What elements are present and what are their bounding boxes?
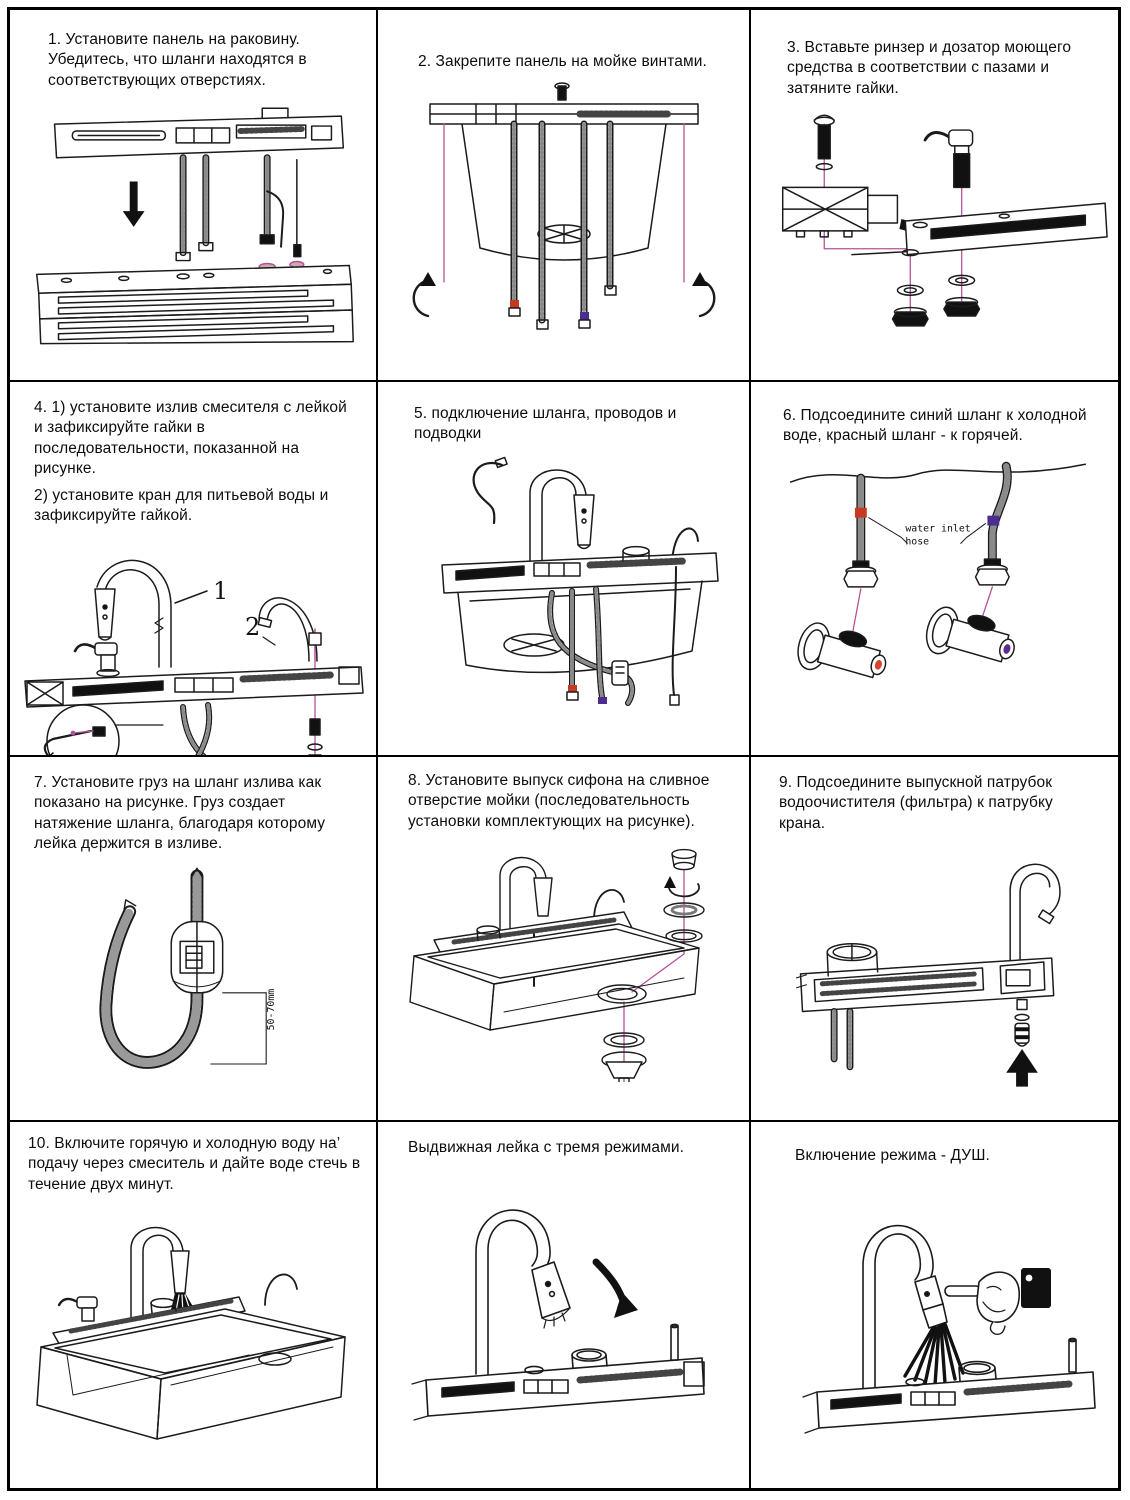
drink-tap-callout-label: 2 [245,612,261,641]
step-2-caption: 2. Закрепите панель на мойке винтами. [418,53,707,70]
step-4-panel [10,382,378,757]
step8-figure [384,836,744,1082]
step4-figure [13,533,373,757]
step-8-caption: 8. Установите выпуск сифона на сливное отверстие мойки (последовательность установки комплектующих на рисунке). [408,772,710,830]
step-1-panel [10,10,378,382]
step5-figure [384,449,744,711]
step-4-caption-part1: 4. 1) установите излив смесителя с лейкой и зафиксируйте гайки в последовательности, показанной на рисунке. [34,399,347,478]
step11-figure [384,1162,744,1424]
pull-down-arrow-icon [596,1262,624,1304]
step-6-caption: 6. Подсоедините синий шланг к холодной воде, красный шланг - к горячей. [783,407,1087,445]
water-inlet-hose-label: water inlet [904,523,971,535]
step-5-panel [378,382,751,757]
hook-arrow-icon [420,272,436,286]
step-8-panel [378,757,751,1122]
step3-figure [757,103,1113,345]
step-1-caption: 1. Установите панель на раковину. Убедитесь, что шланги находятся в соответствующих отверстиях. [48,31,307,89]
step-9-panel [751,757,1118,1122]
step-10-panel [10,1122,378,1488]
step12-figure [755,1170,1115,1434]
mode-badge [1021,1268,1051,1308]
step-7-caption: 7. Установите груз на шланг излива как показано на рисунке. Груз создает натяжение шланга, благодаря которому лейка держится в изливе. [34,774,326,853]
step-10-caption: 10. Включите горячую и холодную воду на’ подачу через смеситель и дайте воде стечь в течение двух минут. [28,1135,361,1193]
step2-figure [384,76,744,344]
water-inlet-hose-label2: hose [904,536,929,548]
step-5-caption: 5. подключение шланга, проводов и подводки [414,405,677,443]
step-11-caption: Выдвижная лейка с тремя режимами. [408,1139,685,1156]
step6-figure [757,451,1113,699]
step-9-caption: 9. Подсоедините выпускной патрубок водоочистителя (фильтра) к патрубку крана. [779,774,1053,832]
step-3-caption: 3. Вставьте ринзер и дозатор моющего средства в соответствии с пазами и затяните гайки. [787,39,1072,97]
step-11-panel [378,1122,751,1488]
step-12-panel [751,1122,1118,1488]
step7-figure [15,859,371,1091]
weight-distance-label: 50-70mm [266,988,278,1031]
spout-callout-label: 1 [213,576,229,605]
step-4-caption-part2: 2) установите кран для питьевой воды и зафиксируйте гайкой. [34,486,329,525]
step-6-panel [751,382,1118,757]
step-3-panel [751,10,1118,382]
step-12-caption: Включение режима - ДУШ. [795,1147,990,1164]
up-arrow-icon [1006,1049,1038,1087]
step-7-panel [10,757,378,1122]
hook-arrow-icon [692,272,708,286]
step-2-panel [378,10,751,382]
step-4-caption [10,382,376,527]
step10-figure [13,1199,373,1457]
down-arrow-icon [123,182,145,227]
step1-figure [15,95,371,347]
instruction-sheet [7,7,1121,1491]
step9-figure [757,838,1113,1088]
